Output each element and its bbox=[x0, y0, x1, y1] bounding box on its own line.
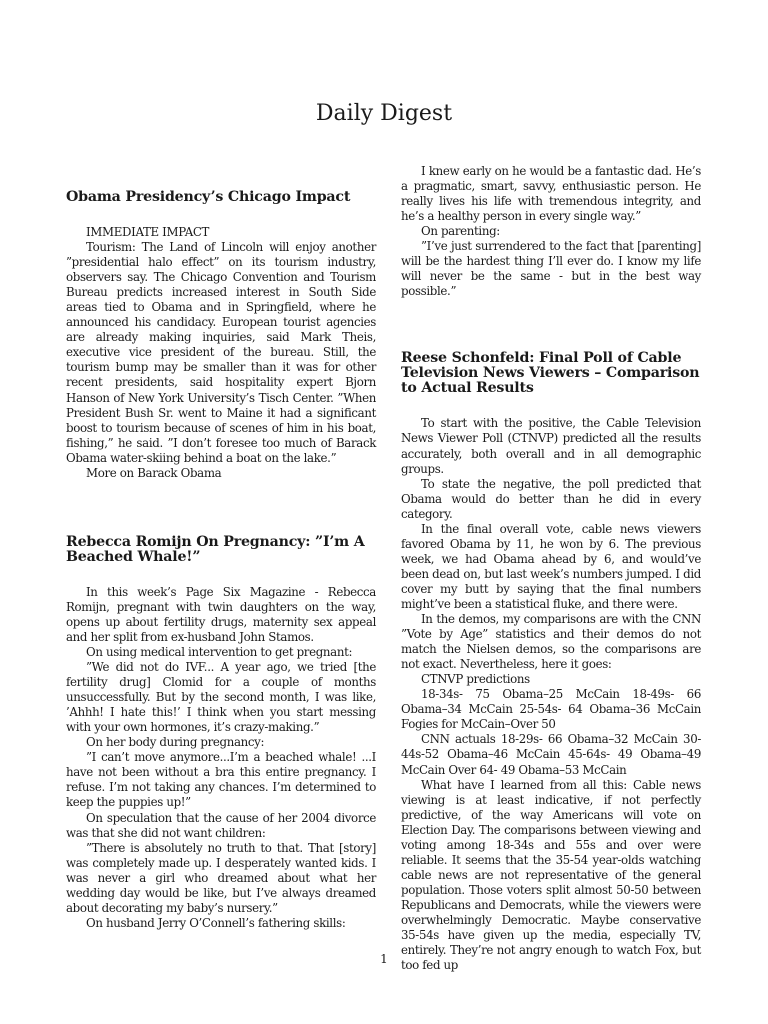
left-column bbox=[66, 190, 376, 931]
paragraph: On her body during pregnancy: bbox=[86, 735, 265, 750]
paragraph: ”I’ve just surrendered to the fact that [parenting] will be the hardest thing I’ll ever do. I know my life will never be the same - but in the best way possible.” bbox=[401, 239, 701, 299]
paragraph: ”There is absolutely no truth to that. That [story] was completely made up. I desperately wanted kids. I was never a girl who dreamed about what her wedding day would be like, but I’ve always dreamed about decorating my baby’s nursery.” bbox=[66, 840, 376, 915]
paragraph: ”We did not do IVF... A year ago, we tried [the fertility drug] Clomid for a couple of months unsuccessfully. But by the second month, I was like, ’Ahhh! I hate this!’ I think when you start messing with your own hormones, it’s crazy-making.” bbox=[66, 660, 376, 735]
paragraph: Tourism: The Land of Lincoln will enjoy another ”presidential halo effect” on its tourism industry, observers say. The Chicago Convention and Tourism Bureau predicts increased interest in South Side areas tied to Obama and in Springfield, where he announced his candidacy. European tourist agencies are already making inquiries, said Mark Theis, executive vice president of the bureau. Still, the tourism bump may be smaller than it was for other recent presidents, said hospitality expert Bjorn Hanson of New York University’s Tisch Center. ”When President Bush Sr. went to Maine it had a significant boost to tourism because of scenes of him in his boat, fishing,” he said. ”I don’t foresee too much of Barack Obama water-skiing behind a boat on the lake.” bbox=[66, 240, 376, 465]
paragraph: On using medical intervention to get pregnant: bbox=[86, 644, 353, 659]
page-title: Daily Digest bbox=[315, 101, 453, 126]
paragraph: To start with the positive, the Cable Television News Viewer Poll (CTNVP) predicted all the results accurately, both overall and in all demographic groups. bbox=[401, 416, 701, 476]
paragraph: In this week’s Page Six Magazine - Rebecca Romijn, pregnant with twin daughters on the way, opens up about fertility drugs, maternity sex appeal and her split from ex-husband John Stamos. bbox=[66, 584, 376, 644]
paragraph: On speculation that the cause of her 2004 divorce was that she did not want children: bbox=[66, 810, 376, 840]
paragraph: CTNVP predictions bbox=[421, 672, 530, 687]
paragraph: CNN actuals 18-29s- 66 Obama–32 McCain 30-44s-52 Obama–46 McCain 45-64s- 49 Obama–49 McCain Over 64- 49 Obama–53 McCain bbox=[401, 732, 701, 777]
paragraph: ”I can’t move anymore...I’m a beached whale! ...I have not been without a bra this entire pregnancy. I refuse. I’m not taking any chances. I’m determined to keep the puppies up!” bbox=[66, 750, 376, 810]
article-body bbox=[401, 416, 701, 973]
paragraph: IMMEDIATE IMPACT bbox=[86, 225, 210, 239]
article-body bbox=[66, 225, 376, 481]
paragraph: On husband Jerry O’Connell’s fathering skills: bbox=[86, 915, 346, 930]
article-continuation bbox=[401, 164, 701, 299]
paragraph: In the demos, my comparisons are with the CNN ”Vote by Age” statistics and their demos do not match the Nielsen demos, so the comparisons are not exact. Nevertheless, here it goes: bbox=[401, 612, 701, 672]
paragraph: What have I learned from all this: Cable news viewing is at least indicative, if not perfectly predictive, of the way Americans will vote on Election Day. The comparisons between viewing and voting among 18-34s and 55s and over were reliable. It seems that the 35-54 year-olds watching cable news are not representative of the general population. Those voters split almost 50-50 between Republicans and Democrats, while the viewers were overwhelmingly Democratic. Maybe conservative 35-54s have given up the media, especially TV, entirely. They’re not angry enough to watch Fox, but too fed up bbox=[401, 777, 701, 973]
article-headline: Reese Schonfeld: Final Poll of Cable Television News Viewers – Comparison to Actual Results bbox=[401, 350, 700, 397]
paragraph: To state the negative, the poll predicted that Obama would do better than he did in every category. bbox=[401, 476, 701, 521]
article-headline: Rebecca Romijn On Pregnancy: ”I’m A Beached Whale!” bbox=[66, 533, 365, 565]
page-number: 1 bbox=[380, 952, 388, 966]
article-body bbox=[66, 585, 376, 931]
paragraph: I knew early on he would be a fantastic dad. He’s a pragmatic, smart, savvy, enthusiastic person. He really lives his life with tremendous integrity, and he’s a healthy person in every single way.” bbox=[401, 164, 701, 224]
paragraph: More on Barack Obama bbox=[86, 465, 222, 480]
paragraph: In the final overall vote, cable news viewers favored Obama by 11, he won by 6. The previous week, we had Obama ahead by 6, and would’ve been dead on, but last week’s numbers jumped. I did cover my butt by saying that the final numbers might’ve been a statistical fluke, and there were. bbox=[401, 521, 701, 611]
right-column bbox=[401, 164, 701, 973]
paragraph: On parenting: bbox=[421, 224, 500, 239]
paragraph: 18-34s- 75 Obama–25 McCain 18-49s- 66 Obama–34 McCain 25-54s- 64 Obama–36 McCain Fogies for McCain–Over 50 bbox=[401, 687, 701, 732]
article-headline: Obama Presidency’s Chicago Impact bbox=[66, 189, 351, 205]
